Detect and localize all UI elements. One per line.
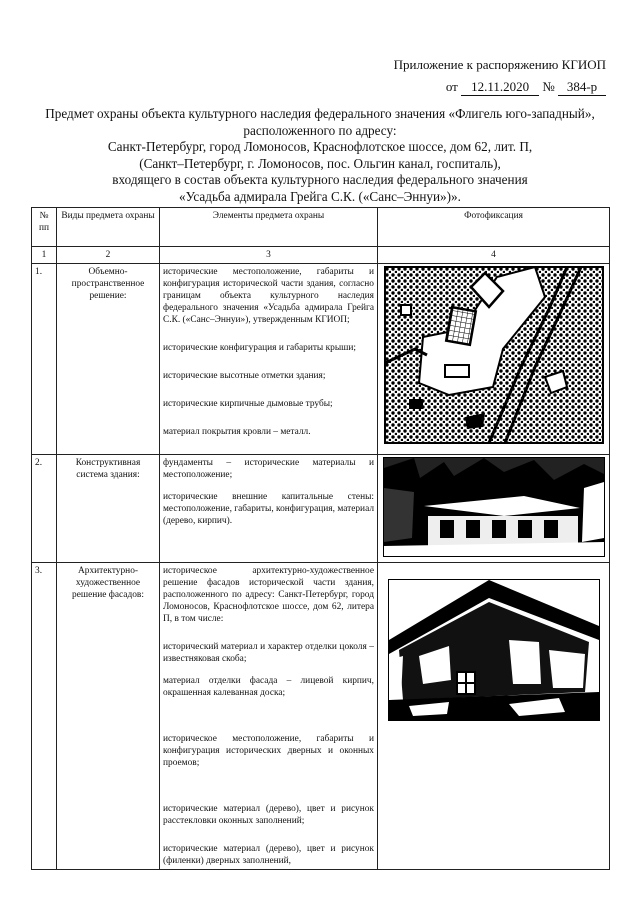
element-item: исторические местоположение, габариты и конфигурация исторической части здания, согласно границам объекта культурного наследия федерального значения «Усадьба адмирала Грейга С.К. («Санс–Эннуи»), утвержденным КГИОП;	[163, 267, 374, 325]
element-item: историческое местоположение, габариты и конфигурация исторических дверных и оконных проемов;	[163, 734, 374, 768]
element-item: материал отделки фасада – лицевой кирпич, окрашенная калеванная доска;	[163, 676, 374, 698]
col-number: 1	[32, 247, 57, 264]
from-label: от	[445, 79, 458, 94]
table-header-row	[32, 208, 610, 247]
facade-photo-image	[388, 579, 600, 721]
element-item: исторические кирпичные дымовые трубы;	[163, 399, 333, 409]
number-label: №	[542, 79, 555, 94]
photo-cell	[378, 455, 610, 563]
element-item: фундаменты – исторические материалы и местоположение;	[163, 458, 374, 480]
column-number-row	[32, 247, 610, 264]
header-type: Виды предмета охраны	[57, 208, 160, 247]
heading-line-6: «Усадьба адмирала Грейга С.К. («Санс–Эннуи»)».	[179, 188, 461, 204]
element-item: исторический материал и характер отделки цоколя – известняковая скоба;	[163, 642, 374, 664]
order-date: 12.11.2020	[461, 79, 539, 96]
element-item: исторические конфигурация и габариты крыши;	[163, 343, 356, 353]
protection-elements	[160, 455, 378, 563]
building-photo-image	[383, 457, 605, 557]
header-num: № пп	[32, 208, 57, 247]
heading-line-2: расположенного по адресу:	[243, 122, 397, 138]
table-row	[32, 455, 610, 563]
heading-line-4: (Санкт–Петербург, г. Ломоносов, пос. Ольгин канал, госпиталь),	[139, 155, 501, 171]
row-number: 1.	[32, 264, 57, 455]
element-item: исторические внешние капитальные стены: местоположение, габариты, конфигурация, материал (дерево, кирпич).	[163, 492, 374, 526]
heading-line-1: Предмет охраны объекта культурного наследия федерального значения «Флигель юго-западный»,	[45, 106, 595, 121]
protection-type: Объемно-пространственное решение:	[57, 264, 160, 455]
col-number: 4	[378, 247, 610, 264]
heading-line-3: Санкт-Петербург, город Ломоносов, Краснофлотское шоссе, дом 62, лит. П,	[107, 139, 533, 154]
photo-cell	[378, 563, 610, 870]
col-number: 3	[160, 247, 378, 264]
appendix-block	[394, 57, 606, 96]
element-item: материал покрытия кровли – металл.	[163, 427, 311, 437]
heading-line-5: входящего в состав объекта культурного наследия федерального значения	[112, 172, 528, 187]
appendix-date-number	[394, 79, 606, 96]
element-item: исторические материал (дерево), цвет и рисунок (филенки) дверных заполнений,	[163, 844, 374, 866]
row-number: 2.	[32, 455, 57, 563]
element-item: исторические материал (дерево), цвет и рисунок расстекловки оконных заполнений;	[163, 804, 374, 826]
protection-type: Конструктивная система здания:	[57, 455, 160, 563]
table-row	[32, 563, 610, 870]
header-elements: Элементы предмета охраны	[160, 208, 378, 247]
document-heading	[30, 106, 610, 205]
element-item: исторические высотные отметки здания;	[163, 371, 326, 381]
photo-cell	[378, 264, 610, 455]
protection-elements	[160, 264, 378, 455]
appendix-title: Приложение к распоряжению КГИОП	[393, 57, 606, 72]
protection-type: Архитектурно-художественное решение фасадов:	[57, 563, 160, 870]
protection-subject-table	[31, 207, 610, 870]
site-map-image	[384, 266, 604, 444]
table-row	[32, 264, 610, 455]
element-item: историческое архитектурно-художественное решение фасадов исторической части здания, расположенного по адресу: Санкт-Петербург, город Ломоносов, Краснофлотское шоссе, дом 62, литера П, в том числе:	[163, 566, 374, 624]
header-photo: Фотофиксация	[378, 208, 610, 247]
order-number: 384-р	[558, 79, 606, 96]
row-number: 3.	[32, 563, 57, 870]
protection-elements	[160, 563, 378, 870]
col-number: 2	[57, 247, 160, 264]
